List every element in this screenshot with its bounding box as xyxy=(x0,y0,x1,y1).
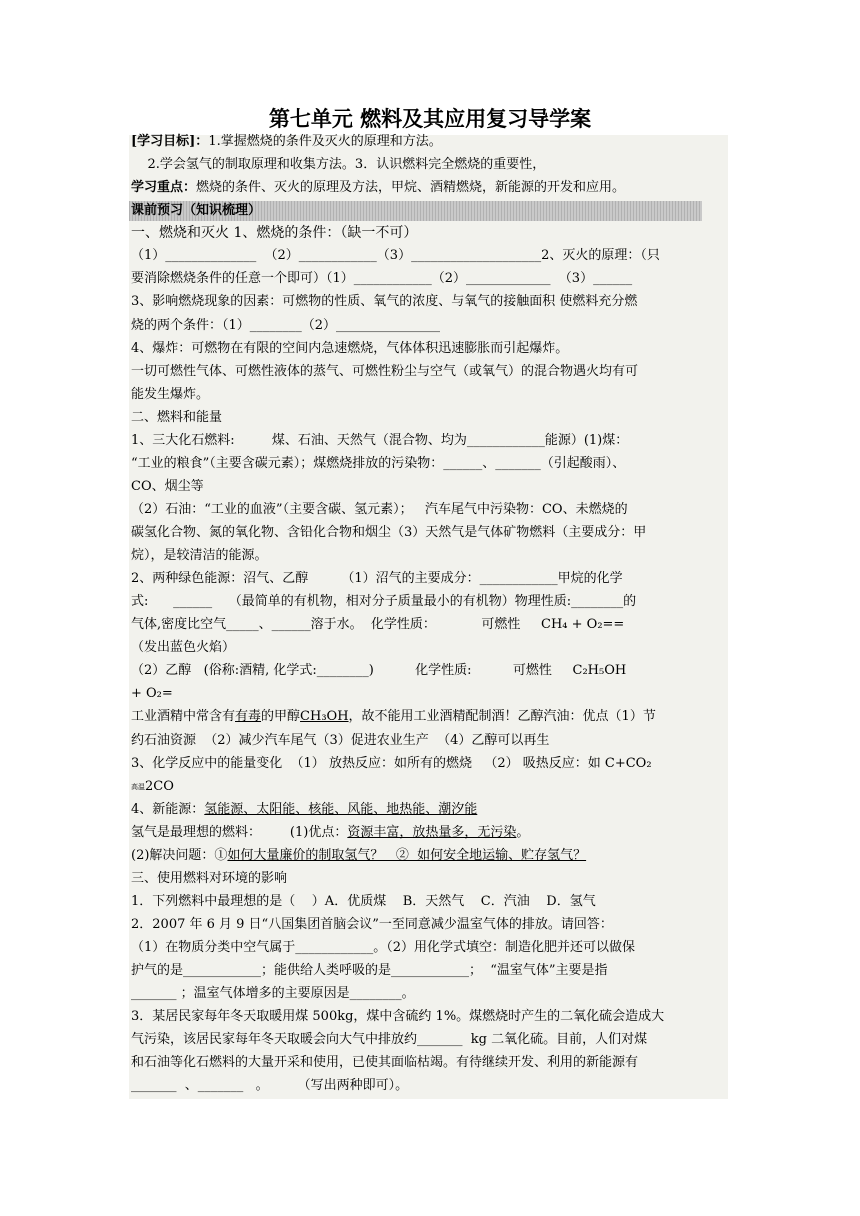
line-26-part-a: 4、新能源： xyxy=(131,802,205,817)
line-19: （发出蓝色火焰） xyxy=(131,640,236,655)
objectives-line-2: 2.学会氢气的制取原理和收集方法。3．认识燃料完全燃烧的重要性， xyxy=(131,157,546,172)
line-22-part-a: 工业酒精中常含有 xyxy=(131,709,236,724)
line-22-part-c: 的甲醇 xyxy=(261,709,301,724)
focus-line xyxy=(131,177,727,199)
line-18: 气体,密度比空气_____、______溶于水。 化学性质： 可燃性 CH₄ + O₂== xyxy=(131,617,625,632)
line-03: 要消除燃烧条件的任意一个即可）（1）____________（2）_____________ （3）______ xyxy=(131,271,633,286)
line-22-part-d: CH₃OH xyxy=(300,709,349,724)
objectives-label: [学习目标]： xyxy=(131,134,209,149)
line-37: 和石油等化石燃料的大量开采和使用，已使其面临枯竭。有待继续开发、利用的新能源有 xyxy=(131,1055,639,1070)
line-22 xyxy=(131,706,727,728)
line-27-part-c: 。 xyxy=(516,825,530,840)
line-27 xyxy=(131,822,727,844)
line-30: 1．下列燃料中最理想的是（ ）A．优质煤 B．天然气 C．汽油 D．氢气 xyxy=(131,894,596,909)
line-13: （2）石油：“工业的血液”（主要含碳、氢元素）； 汽车尾气中污染物：CO、未燃烧的 xyxy=(131,502,628,517)
line-33: 护气的是____________；能供给人类呼吸的是____________； “温室气体”主要是指 xyxy=(131,963,608,978)
line-11: “工业的粮食”（主要含碳元素）；煤燃烧排放的污染物：______、_______（引起酸雨）、 xyxy=(131,456,626,471)
line-23: 约石油资源 （2）减少汽车尾气（3）促进农业生产 （4）乙醇可以再生 xyxy=(131,733,550,748)
focus-label: 学习重点： xyxy=(131,180,197,195)
line-25-product: 2CO xyxy=(145,779,174,794)
line-01: 一、燃烧和灭火 1、燃烧的条件：（缺一不可） xyxy=(131,225,418,241)
line-25-condition: 高温 xyxy=(131,783,145,791)
section-header-label: 课前预习（知识梳理） xyxy=(131,203,262,218)
line-22-part-e: ，故不能用工业酒精配制酒！乙醇汽油：优点（1）节 xyxy=(348,709,656,724)
line-16: 2、两种绿色能源：沼气、乙醇 （1）沼气的主要成分：____________甲烷的化学 xyxy=(131,571,623,586)
line-27-part-b: 资源丰富，放热量多，无污染 xyxy=(347,825,517,840)
line-28-part-a: (2)解决问题：① xyxy=(131,848,228,863)
line-10: 1、三大化石燃料: 煤、石油、天然气（混合物、均为____________能源）(1)煤： xyxy=(131,433,629,448)
page-title: 第七单元 燃料及其应用复习导学案 xyxy=(268,107,592,131)
line-34: _______ ；温室气体增多的主要原因是________。 xyxy=(131,986,415,1001)
line-36: 气污染，该居民家每年冬天取暖会向大气中排放约_______ kg 二氧化硫。目前，人们对煤 xyxy=(131,1032,648,1047)
line-24: 3、化学反应中的能量变化 （1） 放热反应：如所有的燃烧 （2） 吸热反应：如 C+CO₂ xyxy=(131,756,652,771)
line-25 xyxy=(131,776,727,798)
line-28 xyxy=(131,845,727,867)
line-27-part-a: 氢气是最理想的燃料： (1)优点： xyxy=(131,825,348,840)
objectives-line-1 xyxy=(131,131,727,153)
line-38: _______ 、_______ 。 （写出两种即可）。 xyxy=(131,1078,409,1093)
line-26-part-b: 氢能源、太阳能、核能、风能、地热能、潮汐能 xyxy=(204,802,478,817)
line-29: 三、使用燃料对环境的影响 xyxy=(131,871,288,886)
line-31: 2．2007 年 6 月 9 日“八国集团首脑会议”一至同意减少温室气体的排放。请回答： xyxy=(131,917,613,932)
line-22-part-b: 有毒 xyxy=(235,709,262,724)
line-12: CO、烟尘等 xyxy=(131,479,204,494)
line-02: （1）______________ （2）____________（3）____________________2、灭火的原理：（只 xyxy=(131,248,660,263)
line-04: 3、影响燃烧现象的因素：可燃物的性质、氧气的浓度、与氧气的接触面积 使燃料充分燃 xyxy=(131,294,638,309)
line-20: （2）乙醇 (俗称:酒精, 化学式:________) 化学性质: 可燃性 C₂H₅OH xyxy=(131,663,627,678)
line-15: 烷），是较清洁的能源。 xyxy=(131,548,268,563)
line-05: 烧的两个条件：（1）________（2）________________ xyxy=(131,318,441,333)
line-21: + O₂= xyxy=(131,686,173,701)
line-28-part-b: 如何大量廉价的制取氢气？ ② 如何安全地运输、贮存氢气？ xyxy=(227,848,587,863)
line-06: 4、爆炸：可燃物在有限的空间内急速燃烧，气体体积迅速膨胀而引起爆炸。 xyxy=(131,341,569,356)
focus-text: 燃烧的条件、灭火的原理及方法，甲烷、酒精燃烧，新能源的开发和应用。 xyxy=(196,180,626,195)
line-32: （1）在物质分类中空气属于____________。（2）用化学式填空：制造化肥并还可以做保 xyxy=(131,940,636,955)
line-09: 二、燃料和能量 xyxy=(131,410,223,425)
line-17: 式: ______ （最简单的有机物，相对分子质量最小的有机物）物理性质:________的 xyxy=(131,594,637,609)
line-08: 能发生爆炸。 xyxy=(131,387,210,402)
line-07: 一切可燃性气体、可燃性液体的蒸气、可燃性粉尘与空气（或氧气）的混合物遇火均有可 xyxy=(131,364,639,379)
objectives-text-1: 1.掌握燃烧的条件及灭火的原理和方法。 xyxy=(208,134,442,149)
line-35: 3．某居民家每年冬天取暖用煤 500kg，煤中含硫约 1%。煤燃烧时产生的二氧化硫会造成大 xyxy=(131,1009,665,1024)
line-26 xyxy=(131,799,727,821)
line-14: 碳氢化合物、氮的氧化物、含铅化合物和烟尘（3）天然气是气体矿物燃料（主要成分：甲 xyxy=(131,525,647,540)
